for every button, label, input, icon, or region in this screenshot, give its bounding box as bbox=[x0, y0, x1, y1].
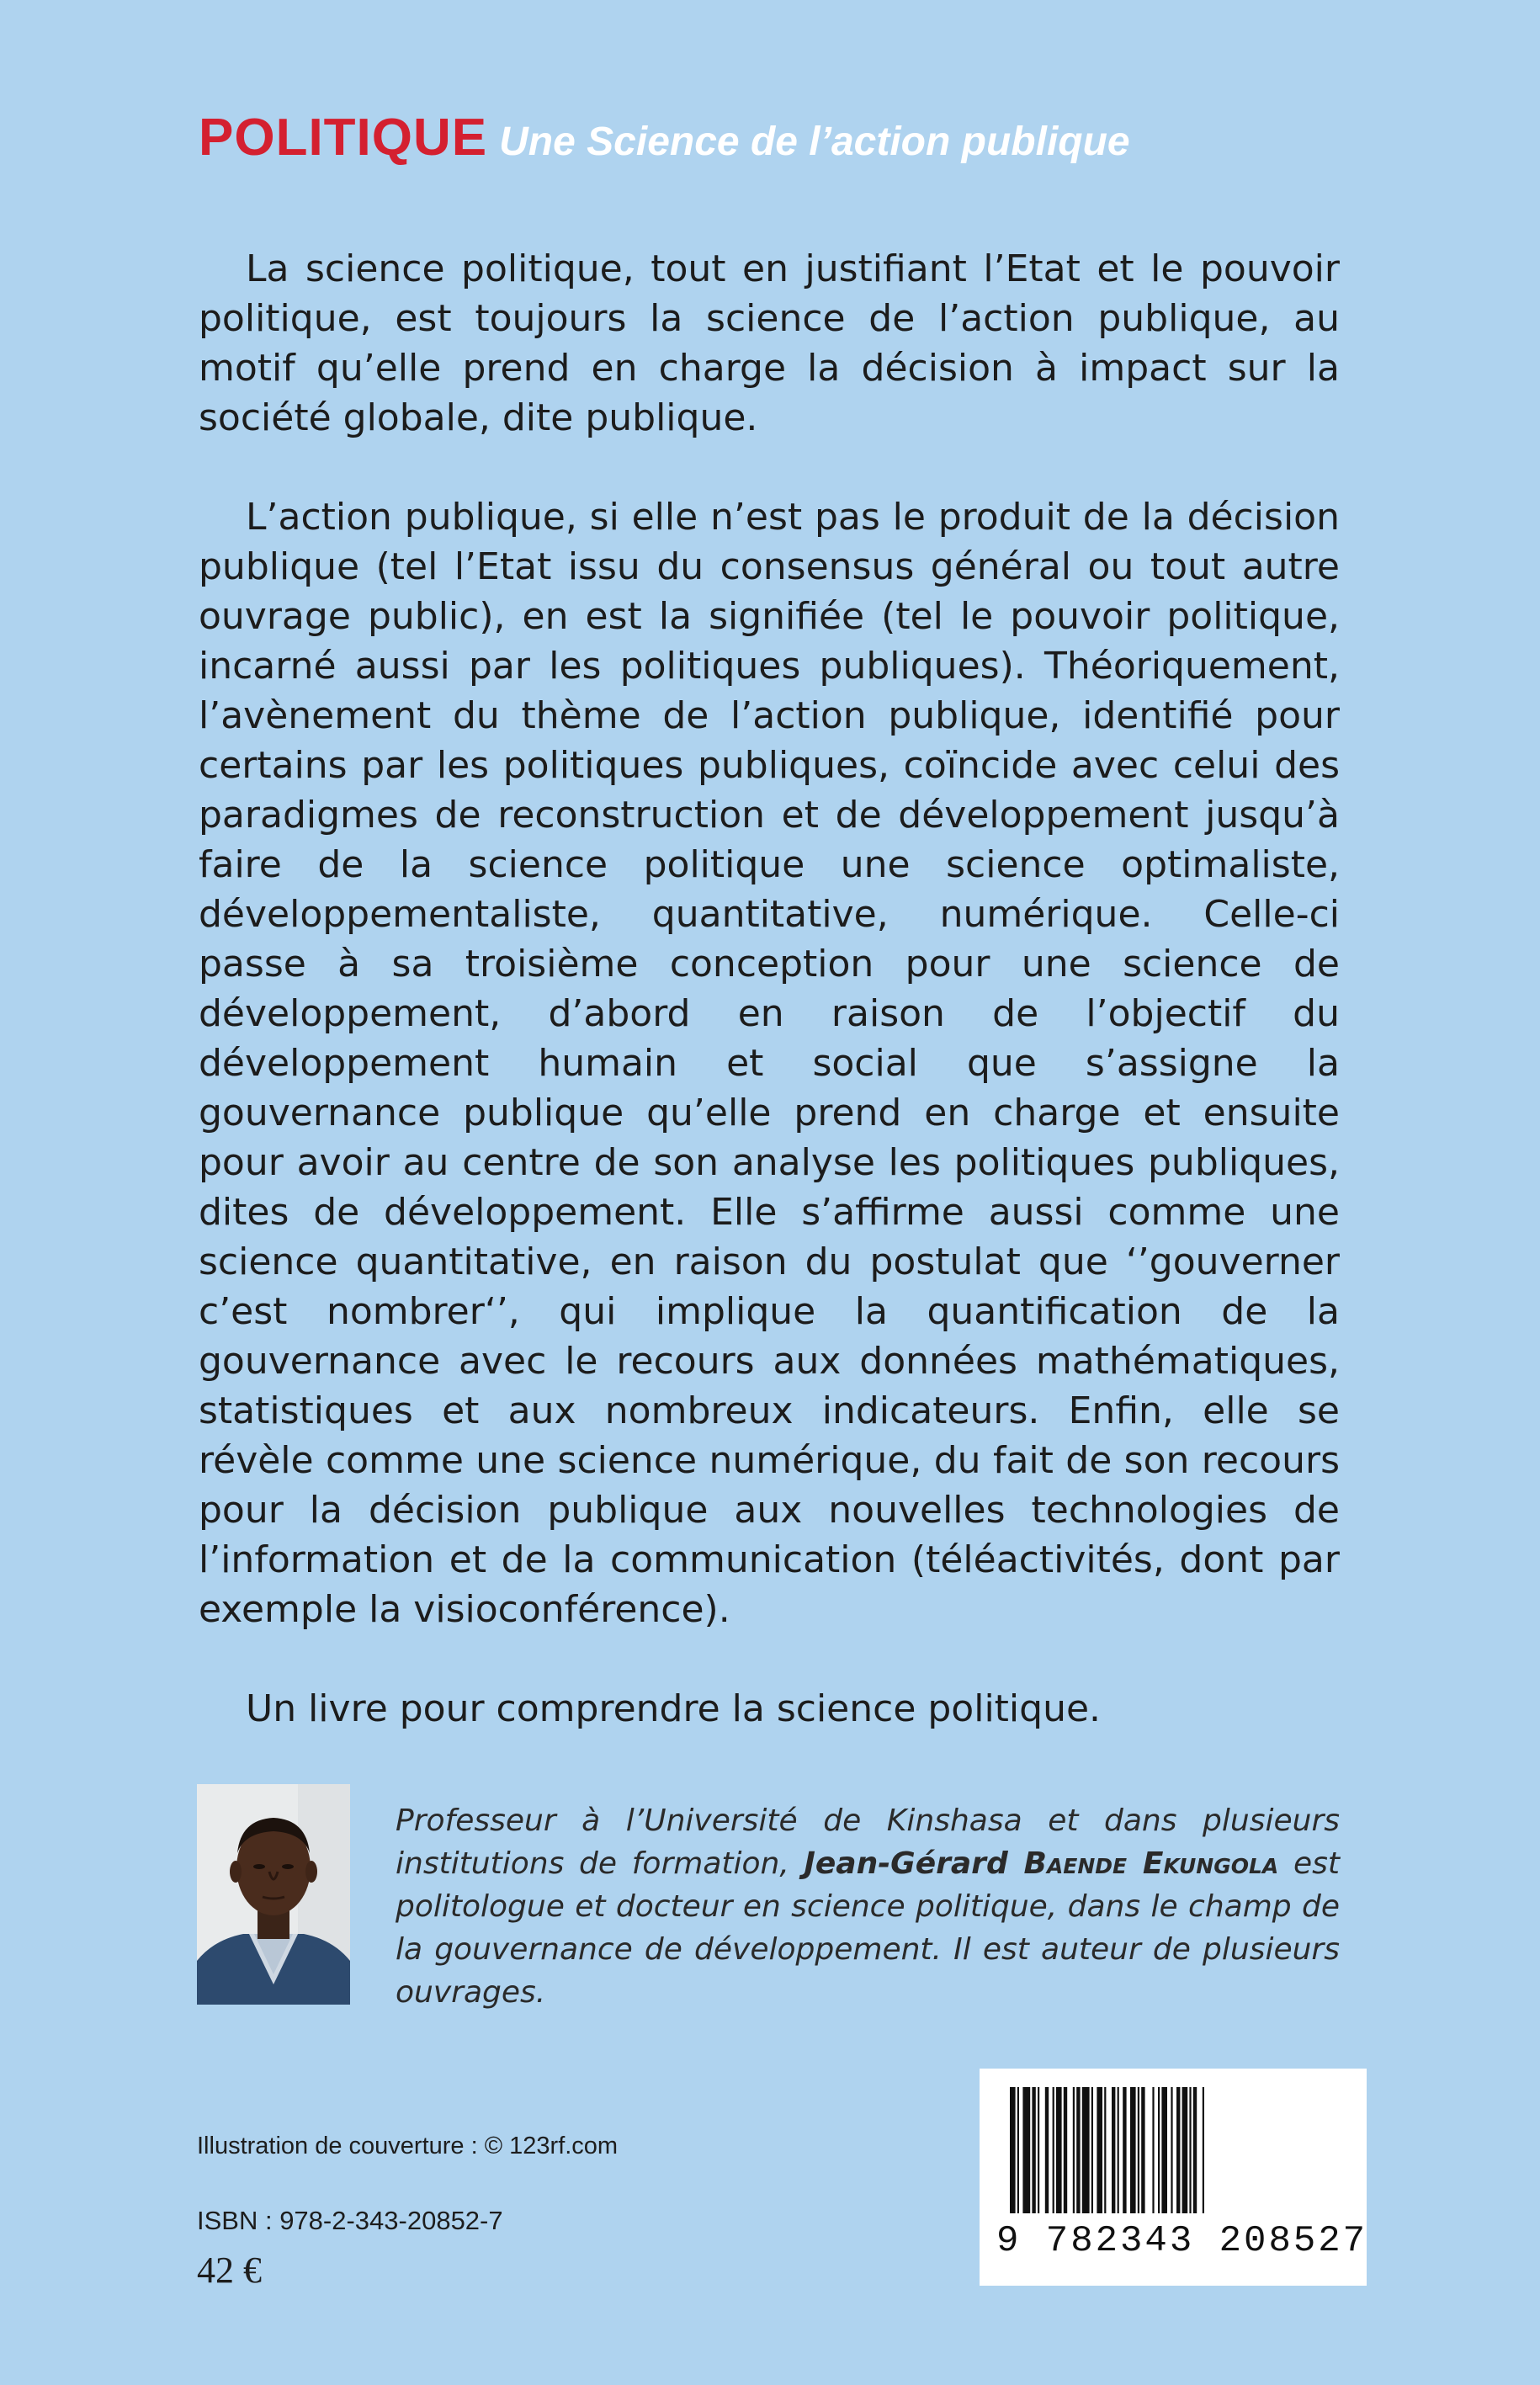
barcode-bar bbox=[1017, 2087, 1019, 2213]
barcode-bar bbox=[1082, 2087, 1090, 2213]
barcode-bar bbox=[1104, 2087, 1106, 2213]
summary-paragraph-1: La science politique, tout en justifiant l’Etat et le pouvoir politique, est toujours la science de l’action publique, au motif qu’elle prend en charge la décision à impact sur la société globale, dite publique. bbox=[199, 247, 1340, 439]
author-name bbox=[805, 1846, 1279, 1881]
barcode-bar bbox=[1038, 2087, 1039, 2213]
summary-paragraph-2: L’action publique, si elle n’est pas le produit de la décision publique (tel l’Etat issu du consensus général ou tout autre ouvrage public), en est la signifiée (tel le pouvoir politique, incarné aussi par les politiques publiques). Théoriquement, l’avènement du thème de l’action publique, identifié pour certains par les politiques publiques, coïncide avec celui des paradigmes de reconstruction et de développement jusqu’à faire de la science politique une science optimaliste, développementaliste, quantitative, numérique. Celle-ci passe à sa troisième conception pour une science de développement, d’abord en raison de l’objectif du développement humain et social que s’assigne la gouvernance publique qu’elle prend en charge et ensuite pour avoir au centre de son analyse les politiques publiques, dites de développement. Elle s’affirme aussi comme une science quantitative, en raison du postulat que ‘’gouverner c’est nombrer‘’, qui implique la quantification de la gouvernance avec le recours aux données mathématiques, statistiques et aux nombreux indicateurs. Enfin, elle se révèle comme une science numérique, du fait de son recours pour la décision publique aux nouvelles technologies de l’information et de la communication (téléactivités, dont par exemple la visioconférence). bbox=[199, 496, 1340, 1631]
illustration-credit: Illustration de couverture : © 123rf.com bbox=[197, 2133, 619, 2159]
barcode-bar bbox=[1022, 2087, 1030, 2213]
barcode-digits: 9 782343 208527 bbox=[996, 2220, 1368, 2262]
barcode-bar bbox=[1176, 2087, 1180, 2213]
barcode-bar bbox=[1130, 2087, 1136, 2213]
barcode-bar bbox=[1112, 2087, 1115, 2213]
barcode-bar bbox=[1097, 2087, 1102, 2213]
barcode-bar bbox=[1141, 2087, 1144, 2213]
author-bio-details: est politologue et docteur en science politique, dans le champ de la gouvernance de développement. Il est auteur de plusieurs ouvrages. bbox=[396, 1846, 1341, 2010]
isbn-number: ISBN : 978-2-343-20852-7 bbox=[197, 2206, 503, 2235]
author-bio-intro: Professeur à l’Université de Kinshasa et dans plusieurs institutions de formation, bbox=[396, 1803, 1340, 1881]
author-bio bbox=[396, 1799, 1340, 2014]
price-label: 42 € bbox=[197, 2250, 262, 2291]
barcode-bar bbox=[1056, 2087, 1062, 2213]
barcode-bar bbox=[1193, 2087, 1197, 2213]
barcode-bar bbox=[1073, 2087, 1075, 2213]
barcode-bar bbox=[1182, 2087, 1188, 2213]
barcode-bar bbox=[1123, 2087, 1126, 2213]
book-title: POLITIQUE bbox=[199, 109, 488, 167]
barcode-bar bbox=[1203, 2087, 1204, 2213]
back-cover-summary bbox=[199, 244, 1340, 1783]
barcode-bar bbox=[1032, 2087, 1035, 2213]
barcode-bar bbox=[1053, 2087, 1054, 2213]
author-photo bbox=[197, 1784, 350, 2005]
summary-paragraph-3: Un livre pour comprendre la science politique. bbox=[246, 1687, 1102, 1730]
barcode-bar bbox=[1045, 2087, 1049, 2213]
barcode bbox=[980, 2069, 1367, 2286]
barcode-bar bbox=[1138, 2087, 1139, 2213]
cover-title bbox=[199, 108, 1130, 167]
author-first-name: Jean-Gérard bbox=[804, 1846, 1024, 1881]
author-last-name: Baende Ekungola bbox=[1023, 1846, 1279, 1881]
barcode-bar bbox=[1064, 2087, 1067, 2213]
barcode-bar bbox=[1171, 2087, 1172, 2213]
barcode-bar bbox=[1158, 2087, 1160, 2213]
barcode-bar bbox=[1076, 2087, 1080, 2213]
barcode-bar bbox=[1010, 2087, 1016, 2213]
barcode-bar bbox=[1152, 2087, 1154, 2213]
book-subtitle: Une Science de l’action publique bbox=[499, 120, 1130, 164]
barcode-bar bbox=[1091, 2087, 1093, 2213]
barcode-bar bbox=[1189, 2087, 1191, 2213]
barcode-bar bbox=[1161, 2087, 1167, 2213]
barcode-bar bbox=[1118, 2087, 1119, 2213]
